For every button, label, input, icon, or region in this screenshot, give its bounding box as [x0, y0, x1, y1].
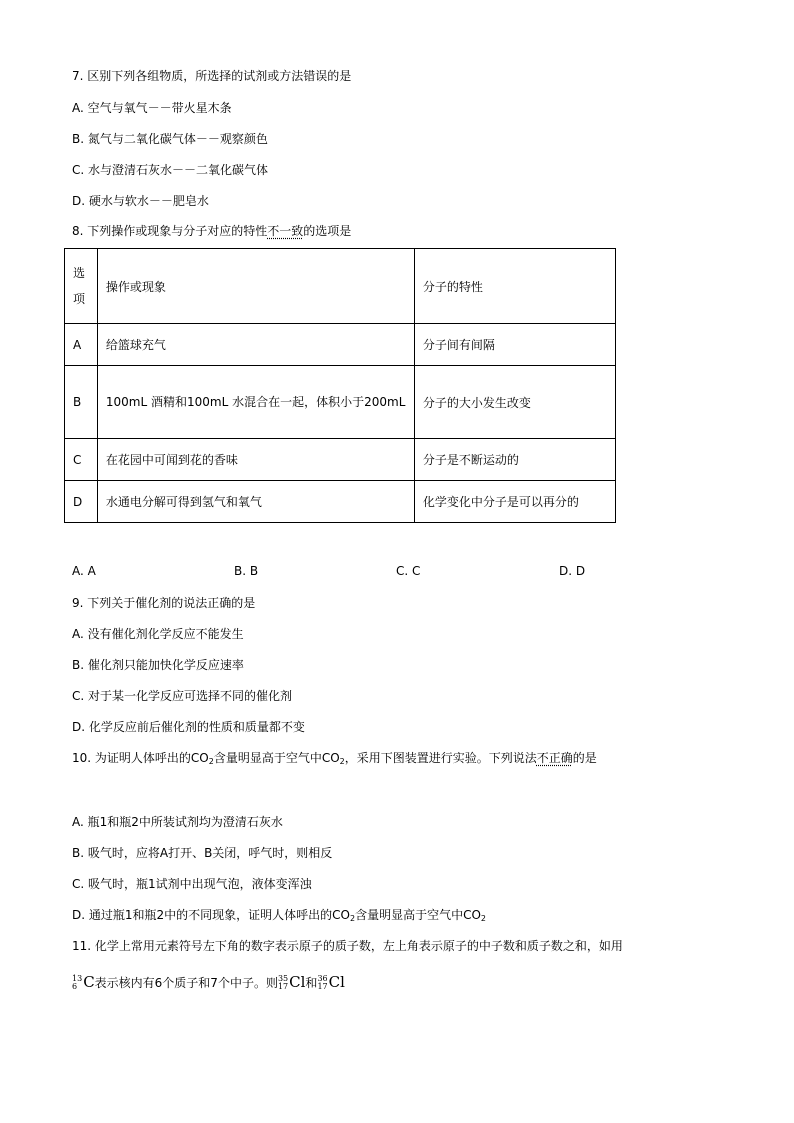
q9-option-b: B. 催化剂只能加快化学反应速率 [72, 658, 244, 672]
q10-stem-emphasis: 不正确 [536, 751, 573, 765]
q7-option-b: B. 氮气与二氧化碳气体－－观察颜色 [72, 132, 268, 146]
cell-option: A [65, 324, 98, 366]
cell-option: D [65, 481, 98, 523]
cell-property: 分子是不断运动的 [414, 439, 615, 481]
q8-table [64, 248, 616, 523]
q11-stem: 11. 化学上常用元素符号左下角的数字表示原子的质子数，左上角表示原子的中子数和质子数之和，如用 [72, 939, 623, 953]
table-row [65, 481, 616, 523]
q10-stem: 10. 为证明人体呼出的$CO_2$含量明显高于空气中$CO_2$，采用下图装置进行实验。下列说法不正确的是 [72, 751, 597, 766]
q10-option-d: D. 通过瓶1和瓶2中的不同现象，证明人体呼出的$CO_2$含量明显高于空气中$CO_2$ [72, 908, 486, 923]
q8-choice-c: C. C [396, 564, 421, 578]
table-row [65, 324, 616, 366]
q8-stem [72, 223, 351, 239]
header-operation: 操作或现象 [97, 249, 414, 324]
q8-stem-after: 的选项是 [303, 224, 352, 238]
cell-option: B [65, 366, 98, 439]
cell-option: C [65, 439, 98, 481]
header-option: 选项 [65, 249, 98, 324]
q8-choices [72, 564, 632, 580]
cell-operation: 水通电分解可得到氢气和氧气 [97, 481, 414, 523]
q11-stem-continued: 13 6 C表示核内有6个质子和7个中子。则 35 17 Cl和 36 17 Cl [72, 973, 345, 991]
cell-property: 化学变化中分子是可以再分的 [414, 481, 615, 523]
q8-choice-a: A. A [72, 564, 96, 578]
q9-option-d: D. 化学反应前后催化剂的性质和质量都不变 [72, 720, 305, 734]
cell-operation: 给篮球充气 [97, 324, 414, 366]
q7-option-a: A. 空气与氧气－－带火星木条 [72, 101, 232, 115]
cell-property: 分子间有间隔 [414, 324, 615, 366]
q8-stem-emphasis: 不一致 [267, 224, 304, 238]
q10-option-c: C. 吸气时，瓶1试剂中出现气泡，液体变浑浊 [72, 877, 312, 891]
cell-property: 分子的大小发生改变 [414, 366, 615, 439]
q7-option-c: C. 水与澄清石灰水－－二氧化碳气体 [72, 163, 269, 177]
q10-option-b: B. 吸气时，应将A打开、B关闭，呼气时，则相反 [72, 846, 333, 860]
q9-stem: 9. 下列关于催化剂的说法正确的是 [72, 596, 256, 610]
cell-operation: 100mL 酒精和100mL 水混合在一起，体积小于200mL [97, 366, 414, 439]
q10-option-a: A. 瓶1和瓶2中所装试剂均为澄清石灰水 [72, 815, 283, 829]
isotope-cl35: 35 17 Cl [277, 973, 306, 991]
table-row [65, 366, 616, 439]
header-property: 分子的特性 [414, 249, 615, 324]
q9-option-a: A. 没有催化剂化学反应不能发生 [72, 627, 244, 641]
cell-operation: 在花园中可闻到花的香味 [97, 439, 414, 481]
q8-choice-d: D. D [559, 564, 586, 578]
q7-stem: 7. 区别下列各组物质，所选择的试剂或方法错误的是 [72, 69, 352, 83]
isotope-c13: 13 6 C [72, 973, 95, 991]
table-header-row [65, 249, 616, 324]
q7-option-d: D. 硬水与软水－－肥皂水 [72, 194, 209, 208]
q8-stem-before: 8. 下列操作或现象与分子对应的特性 [72, 224, 268, 238]
table-row [65, 439, 616, 481]
isotope-cl36: 36 17 Cl [317, 973, 345, 991]
q8-choice-b: B. B [234, 564, 259, 578]
q9-option-c: C. 对于某一化学反应可选择不同的催化剂 [72, 689, 293, 703]
